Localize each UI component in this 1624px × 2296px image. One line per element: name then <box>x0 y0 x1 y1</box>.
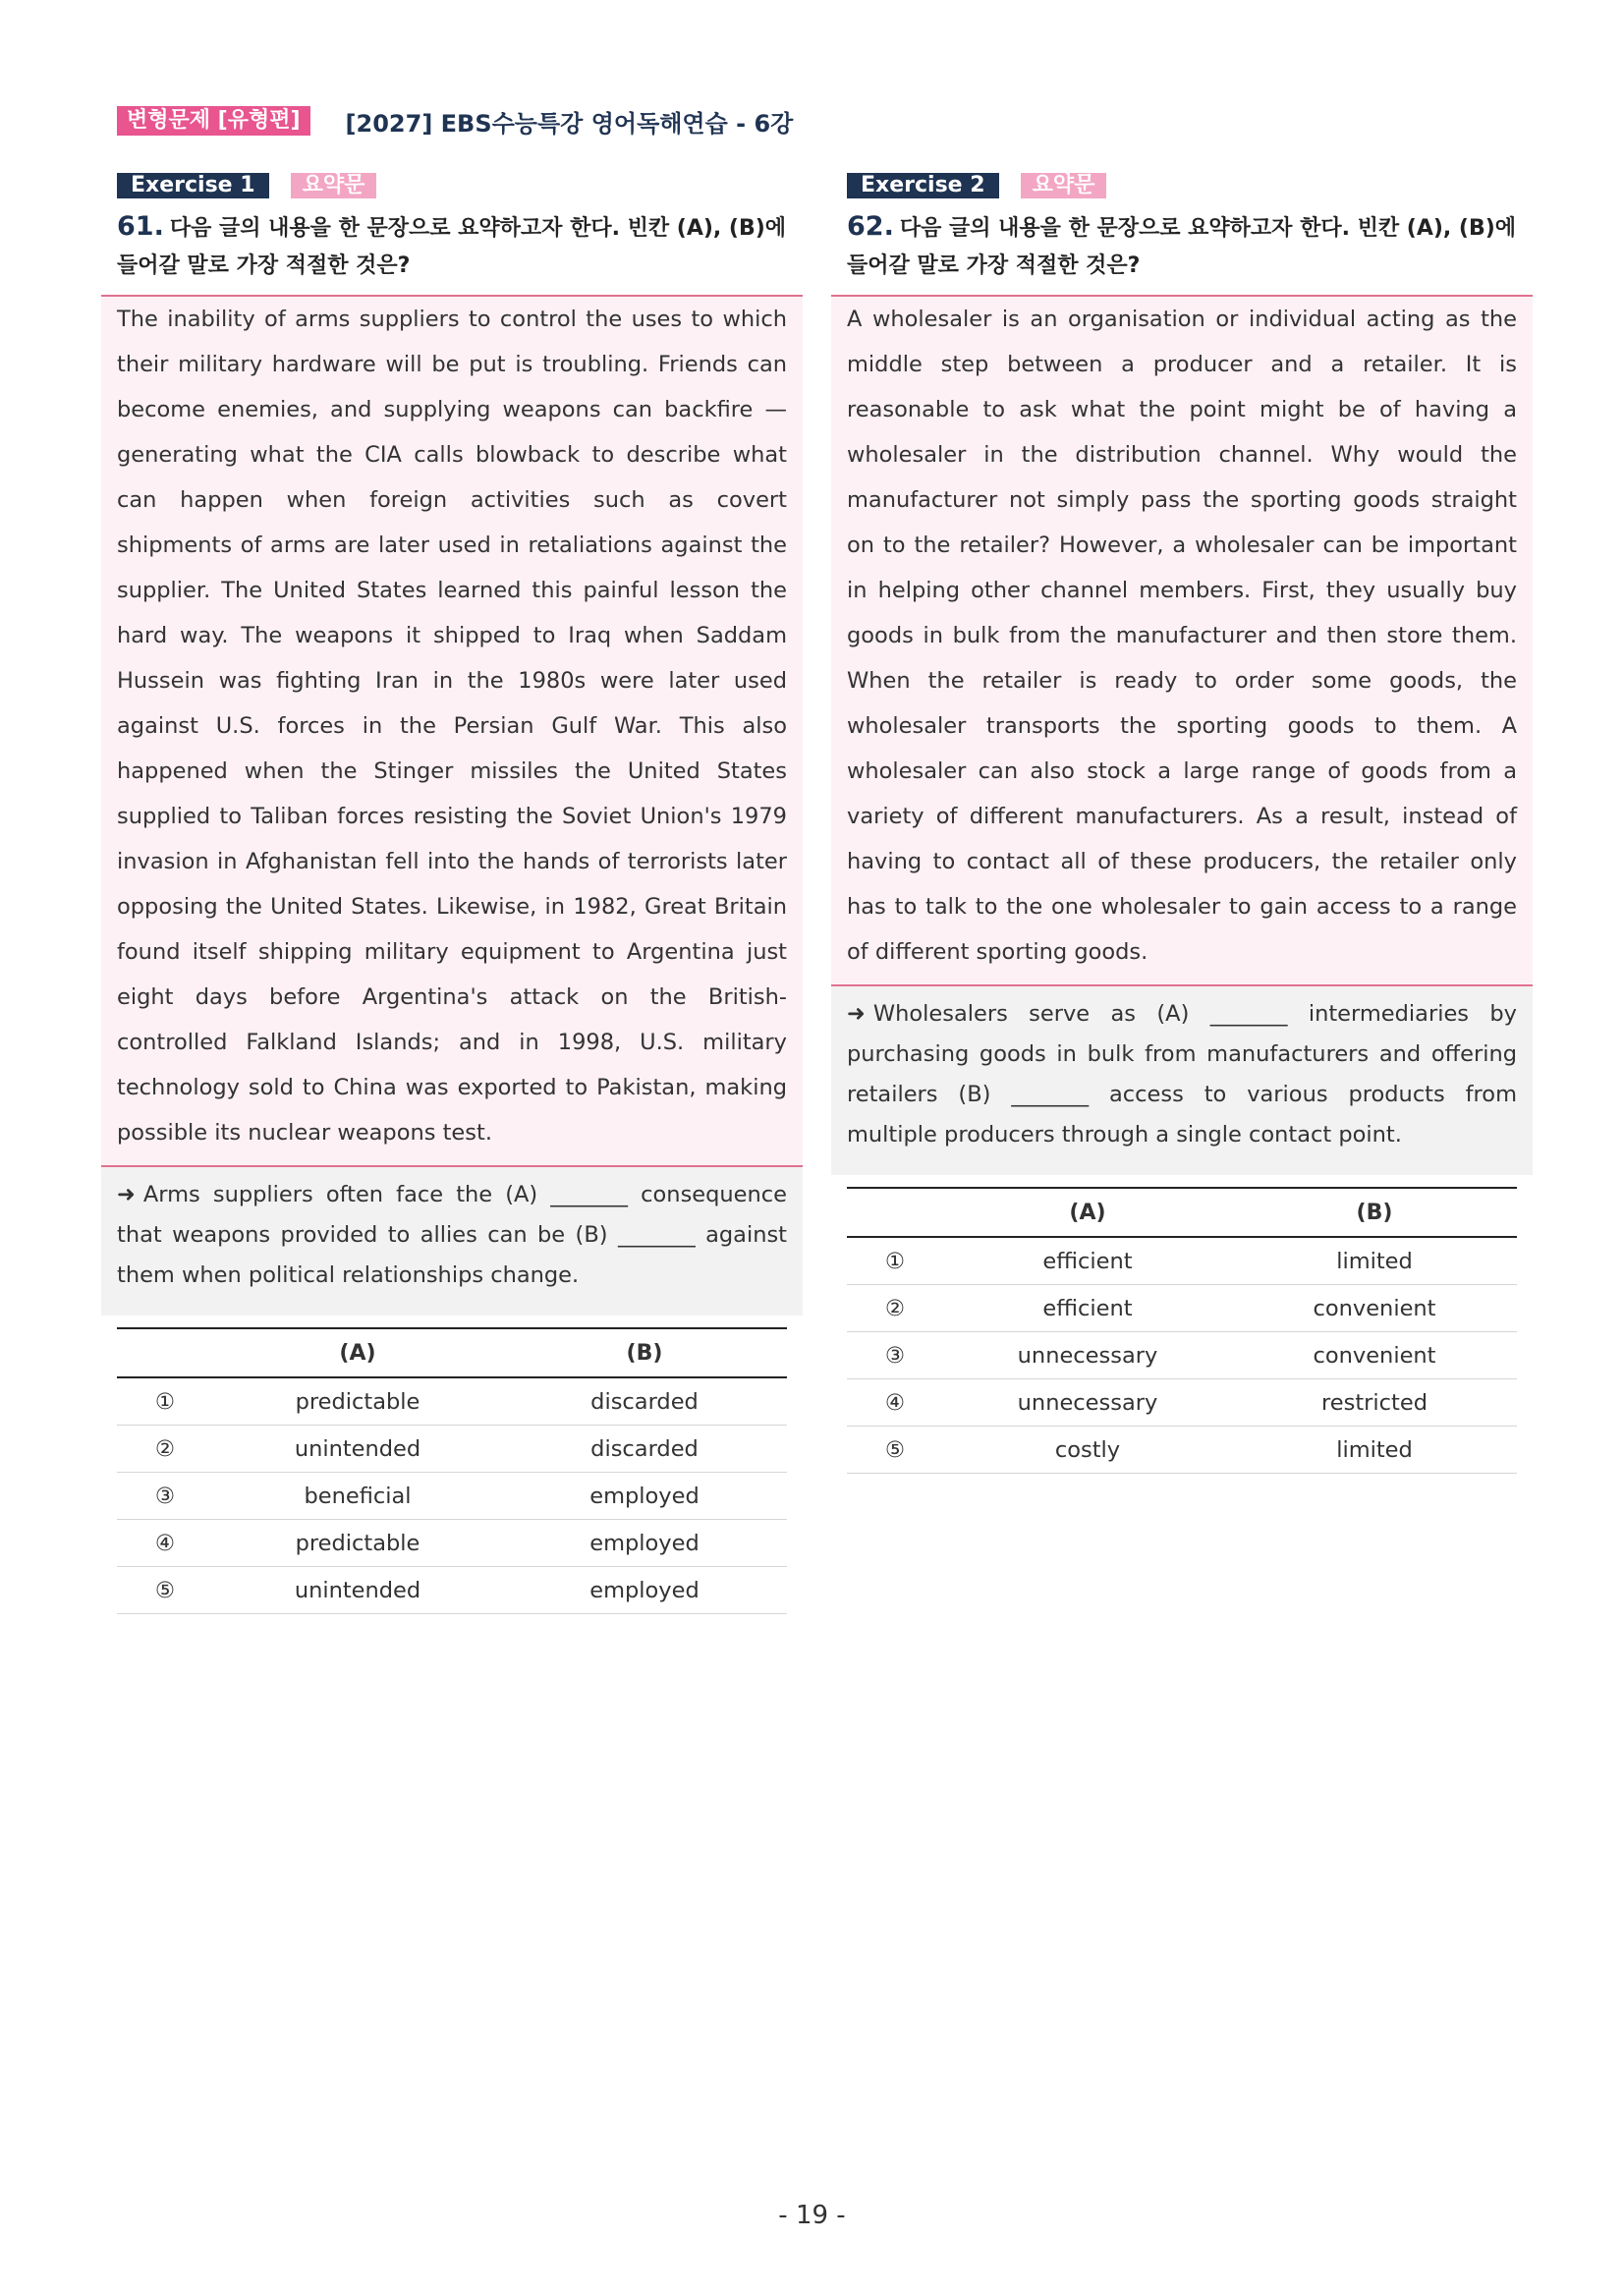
choice-a: beneficial <box>213 1473 502 1520</box>
summary-box <box>831 986 1533 1175</box>
reading-passage <box>831 295 1533 986</box>
choice-number: ④ <box>847 1379 943 1427</box>
passage-text: The inability of arms suppliers to control the uses to which their military hardware will be put is troubling. Friends can become enemies, and supplying weapons can backfire — generating what the CIA calls blowback to describe what can happen when foreign activities such as covert shipments of arms are later used in retaliations against the supplier. The United States learned this painful lesson the hard way. The weapons it shipped to Iraq when Saddam Hussein was fighting Iran in the 1980s were later used against U.S. forces in the Persian Gulf War. This also happened when the Stinger missiles the United States supplied to Taliban forces resisting the Soviet Union's 1979 invasion in Afghanistan fell into the hands of terrorists later opposing the United States. Likewise, in 1982, Great Britain found itself shipping military equipment to Argentina just eight days before Argentina's attack on the British-controlled Falkland Islands; and in 1998, U.S. military technology sold to China was exported to Pakistan, making possible its nuclear weapons test. <box>117 307 787 1146</box>
answer-choices-table <box>117 1327 787 1614</box>
reading-passage <box>101 295 803 1167</box>
answer-choice-row[interactable] <box>847 1427 1517 1474</box>
page-number: - 19 - <box>778 2201 846 2230</box>
choice-number: ② <box>847 1285 943 1332</box>
choice-b: employed <box>502 1473 787 1520</box>
choice-number: ③ <box>117 1473 213 1520</box>
choice-a: unintended <box>213 1426 502 1473</box>
choice-number: ③ <box>847 1332 943 1379</box>
choices-header-row <box>847 1188 1517 1237</box>
summary-box <box>101 1167 803 1316</box>
choice-number: ① <box>117 1377 213 1426</box>
header-number <box>847 1188 943 1237</box>
choice-a: unnecessary <box>943 1379 1232 1427</box>
choice-b: discarded <box>502 1426 787 1473</box>
header-a: (A) <box>213 1328 502 1377</box>
answer-choice-row[interactable] <box>847 1237 1517 1285</box>
choice-b: employed <box>502 1520 787 1567</box>
choice-a: efficient <box>943 1285 1232 1332</box>
answer-choices-table <box>847 1187 1517 1474</box>
question-number: 62. <box>847 211 894 242</box>
header-a: (A) <box>943 1188 1232 1237</box>
exercise-tag: Exercise 2 <box>847 173 999 198</box>
exercise-tags <box>847 173 1517 198</box>
question-number: 61. <box>117 211 164 242</box>
arrow-icon: ➜ <box>847 1001 866 1027</box>
choice-number: ② <box>117 1426 213 1473</box>
answer-choice-row[interactable] <box>117 1567 787 1614</box>
answer-choice-row[interactable] <box>117 1473 787 1520</box>
answer-choice-row[interactable] <box>117 1377 787 1426</box>
question-text: 다음 글의 내용을 한 문장으로 요약하고자 한다. 빈칸 (A), (B)에 들어갈 말로 가장 적절한 것은? <box>847 216 1517 278</box>
summary-text: Wholesalers serve as (A) _______ intermediaries by purchasing goods in bulk from manufacturers and offering retailers (B) _______ access to various products from multiple producers through a single contact point. <box>847 1001 1517 1148</box>
exercise-1 <box>117 173 787 1614</box>
question-prompt <box>117 208 787 285</box>
answer-choice-row[interactable] <box>117 1520 787 1567</box>
choice-a: predictable <box>213 1377 502 1426</box>
answer-choice-row[interactable] <box>847 1285 1517 1332</box>
choice-b: discarded <box>502 1377 787 1426</box>
choice-a: costly <box>943 1427 1232 1474</box>
choice-b: limited <box>1232 1427 1517 1474</box>
choice-a: efficient <box>943 1237 1232 1285</box>
choice-b: employed <box>502 1567 787 1614</box>
answer-choice-row[interactable] <box>117 1426 787 1473</box>
header-number <box>117 1328 213 1377</box>
choice-number: ⑤ <box>847 1427 943 1474</box>
choice-a: unintended <box>213 1567 502 1614</box>
header-b: (B) <box>502 1328 787 1377</box>
arrow-icon: ➜ <box>117 1182 136 1207</box>
choice-number: ① <box>847 1237 943 1285</box>
exercise-tag: Exercise 1 <box>117 173 269 198</box>
summary-text: Arms suppliers often face the (A) _______ consequence that weapons provided to allies can be (B) _______ against them when political relationships change. <box>117 1182 787 1288</box>
question-type-tag: 요약문 <box>291 173 377 198</box>
header-title: [2027] EBS수능특강 영어독해연습 - 6강 <box>345 109 794 138</box>
page-header <box>117 106 793 136</box>
question-text: 다음 글의 내용을 한 문장으로 요약하고자 한다. 빈칸 (A), (B)에 들어갈 말로 가장 적절한 것은? <box>117 216 787 278</box>
choice-b: convenient <box>1232 1332 1517 1379</box>
question-prompt <box>847 208 1517 285</box>
passage-text: A wholesaler is an organisation or individual acting as the middle step between a producer and a retailer. It is reasonable to ask what the point might be of having a wholesaler in the distribution channel. Why would the manufacturer not simply pass the sporting goods straight on to the retailer? However, a wholesaler can be important in helping other channel members. First, they usually buy goods in bulk from the manufacturer and then store them. When the retailer is ready to order some goods, the wholesaler transports the sporting goods to them. A wholesaler can also stock a large range of goods from a variety of different manufacturers. As a result, instead of having to contact all of these producers, the retailer only has to talk to the one wholesaler to gain access to a range of different sporting goods. <box>847 307 1517 965</box>
choice-b: restricted <box>1232 1379 1517 1427</box>
answer-choice-row[interactable] <box>847 1379 1517 1427</box>
answer-choice-row[interactable] <box>847 1332 1517 1379</box>
question-type-tag: 요약문 <box>1021 173 1107 198</box>
choice-a: predictable <box>213 1520 502 1567</box>
header-badge: 변형문제 [유형편] <box>117 106 310 136</box>
exercise-2 <box>847 173 1517 1474</box>
choice-b: convenient <box>1232 1285 1517 1332</box>
choice-number: ④ <box>117 1520 213 1567</box>
choices-header-row <box>117 1328 787 1377</box>
choice-number: ⑤ <box>117 1567 213 1614</box>
choice-b: limited <box>1232 1237 1517 1285</box>
header-b: (B) <box>1232 1188 1517 1237</box>
exercise-tags <box>117 173 787 198</box>
choice-a: unnecessary <box>943 1332 1232 1379</box>
